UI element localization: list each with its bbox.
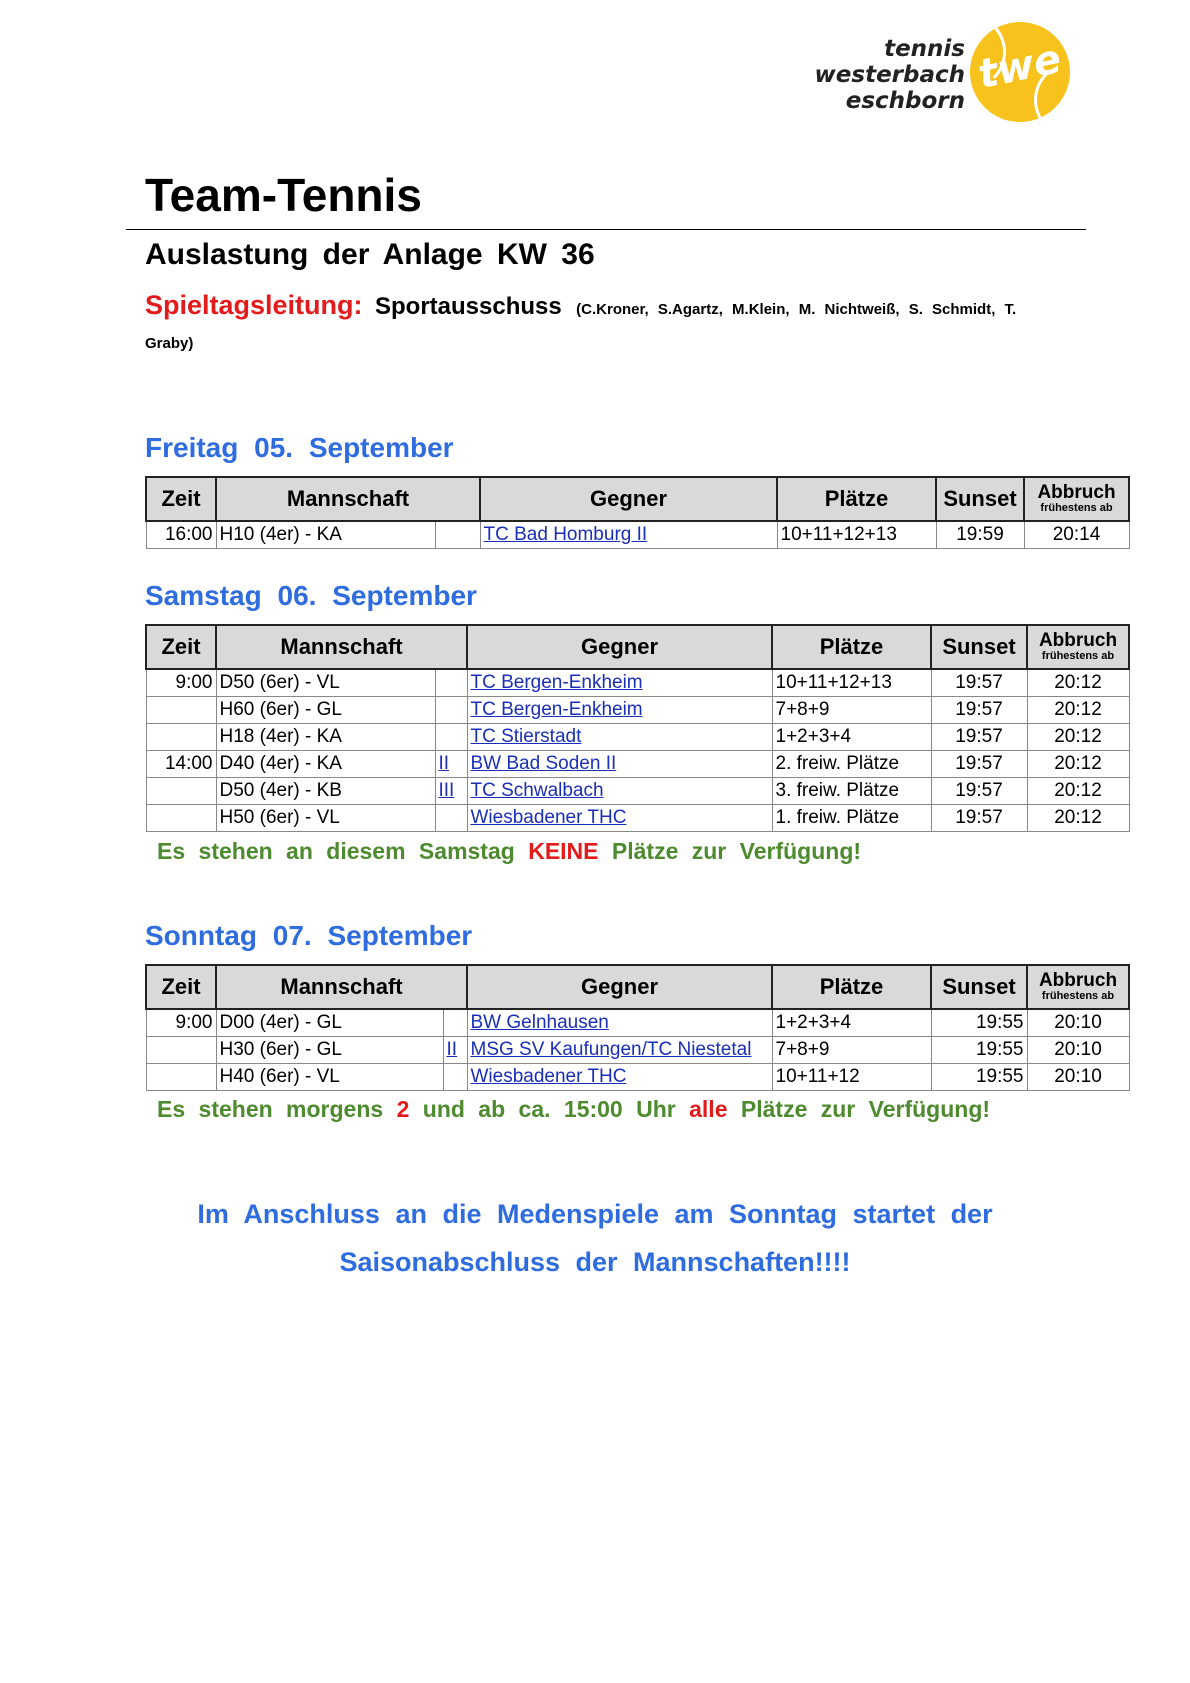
table-row: 14:00 D40 (4er) - KA II BW Bad Soden II 2. freiw. Plätze 19:57 20:12 <box>146 751 1129 778</box>
cell-league <box>435 521 480 549</box>
table-row: H50 (6er) - VL Wiesbadener THC 1. freiw. Plätze 19:57 20:12 <box>146 805 1129 832</box>
table-row: 9:00 D00 (4er) - GL BW Gelnhausen 1+2+3+4 19:55 20:10 <box>146 1009 1129 1037</box>
closing-line-1: Im Anschluss an die Medenspiele am Sonntag startet der <box>197 1199 993 1229</box>
cell-courts: 10+11+12+13 <box>777 521 936 549</box>
opponent-link[interactable]: TC Bergen-Enkheim <box>470 699 643 720</box>
logo-line-2: westerbach <box>814 62 965 88</box>
day-title-saturday: Samstag 06. September <box>145 580 477 611</box>
logo-line-1: tennis <box>884 36 965 62</box>
cell-abort: 20:14 <box>1024 521 1129 549</box>
lead-line <box>145 288 1065 361</box>
col-zeit: Zeit <box>146 625 216 669</box>
col-plaetze: Plätze <box>772 965 931 1009</box>
col-mannschaft: Mannschaft <box>216 477 480 521</box>
col-abbruch: Abbruch frühestens ab <box>1027 965 1129 1009</box>
logo-line-3: eschborn <box>845 88 965 114</box>
day-title-sunday: Sonntag 07. September <box>145 920 473 951</box>
table-row: H60 (6er) - GL TC Bergen-Enkheim 7+8+9 19:57 20:12 <box>146 697 1129 724</box>
lead-members: (C.Kroner, S.Agartz, M.Klein, M. Nichtweiß, S. Schmidt, T. Graby) <box>145 301 1017 352</box>
col-gegner: Gegner <box>467 625 772 669</box>
opponent-link[interactable]: BW Bad Soden II <box>470 753 617 774</box>
opponent-link[interactable]: MSG SV Kaufungen/TC Niestetal <box>470 1039 752 1060</box>
col-sunset: Sunset <box>931 625 1027 669</box>
saturday-note: Es stehen an diesem Samstag KEINE Plätze zur Verfügung! <box>157 838 862 864</box>
sunday-note: Es stehen morgens 2 und ab ca. 15:00 Uhr alle Plätze zur Verfügung! <box>157 1096 991 1122</box>
col-mannschaft: Mannschaft <box>216 965 467 1009</box>
table-header <box>146 477 1129 521</box>
col-abbruch: Abbruch frühestens ab <box>1024 477 1129 521</box>
lead-label: Spieltagsleitung: <box>145 290 363 320</box>
opponent-link[interactable]: Wiesbadener THC <box>470 1066 627 1087</box>
col-zeit: Zeit <box>146 477 216 521</box>
table-row: H30 (6er) - GL II MSG SV Kaufungen/TC Niestetal 7+8+9 19:55 20:10 <box>146 1037 1129 1064</box>
table-header <box>146 625 1129 669</box>
logo-mark: twe <box>974 35 1066 99</box>
opponent-link[interactable]: Wiesbadener THC <box>470 807 627 828</box>
page-title: Team-Tennis <box>145 169 422 221</box>
col-gegner: Gegner <box>467 965 772 1009</box>
table-header <box>146 965 1129 1009</box>
lead-committee: Sportausschuss <box>374 293 562 320</box>
closing-announcement <box>145 1190 1045 1286</box>
table-row <box>146 521 1129 549</box>
day-title-friday: Freitag 05. September <box>145 432 454 463</box>
cell-zeit: 16:00 <box>146 521 216 549</box>
cell-team: H10 (4er) - KA <box>216 521 435 549</box>
col-plaetze: Plätze <box>772 625 931 669</box>
cell-sunset: 19:59 <box>936 521 1024 549</box>
col-abbruch: Abbruch frühestens ab <box>1027 625 1129 669</box>
table-row: H40 (6er) - VL Wiesbadener THC 10+11+12 19:55 20:10 <box>146 1064 1129 1091</box>
table-row: 9:00 D50 (6er) - VL TC Bergen-Enkheim 10+11+12+13 19:57 20:12 <box>146 669 1129 697</box>
col-zeit: Zeit <box>146 965 216 1009</box>
table-row: D50 (4er) - KB III TC Schwalbach 3. freiw. Plätze 19:57 20:12 <box>146 778 1129 805</box>
opponent-link[interactable]: BW Gelnhausen <box>470 1012 609 1033</box>
schedule-table-sunday <box>145 964 1130 1091</box>
col-plaetze: Plätze <box>777 477 936 521</box>
schedule-table-friday <box>145 476 1130 549</box>
table-row: H18 (4er) - KA TC Stierstadt 1+2+3+4 19:57 20:12 <box>146 724 1129 751</box>
opponent-link[interactable]: TC Bad Homburg II <box>483 524 648 545</box>
col-sunset: Sunset <box>936 477 1024 521</box>
tennis-ball-logo-icon <box>970 22 1070 122</box>
col-mannschaft: Mannschaft <box>216 625 467 669</box>
opponent-link[interactable]: TC Stierstadt <box>470 726 582 747</box>
col-gegner: Gegner <box>480 477 777 521</box>
opponent-link[interactable]: TC Schwalbach <box>470 780 604 801</box>
league-link[interactable]: III <box>438 780 455 801</box>
col-sunset: Sunset <box>931 965 1027 1009</box>
league-link[interactable]: II <box>446 1039 458 1060</box>
schedule-table-saturday <box>145 624 1130 832</box>
closing-line-2: Saisonabschluss der Mannschaften!!!! <box>339 1247 851 1277</box>
opponent-link[interactable]: TC Bergen-Enkheim <box>470 672 643 693</box>
title-divider <box>126 229 1086 230</box>
league-link[interactable]: II <box>438 753 450 774</box>
page-subtitle: Auslastung der Anlage KW 36 <box>145 238 595 271</box>
